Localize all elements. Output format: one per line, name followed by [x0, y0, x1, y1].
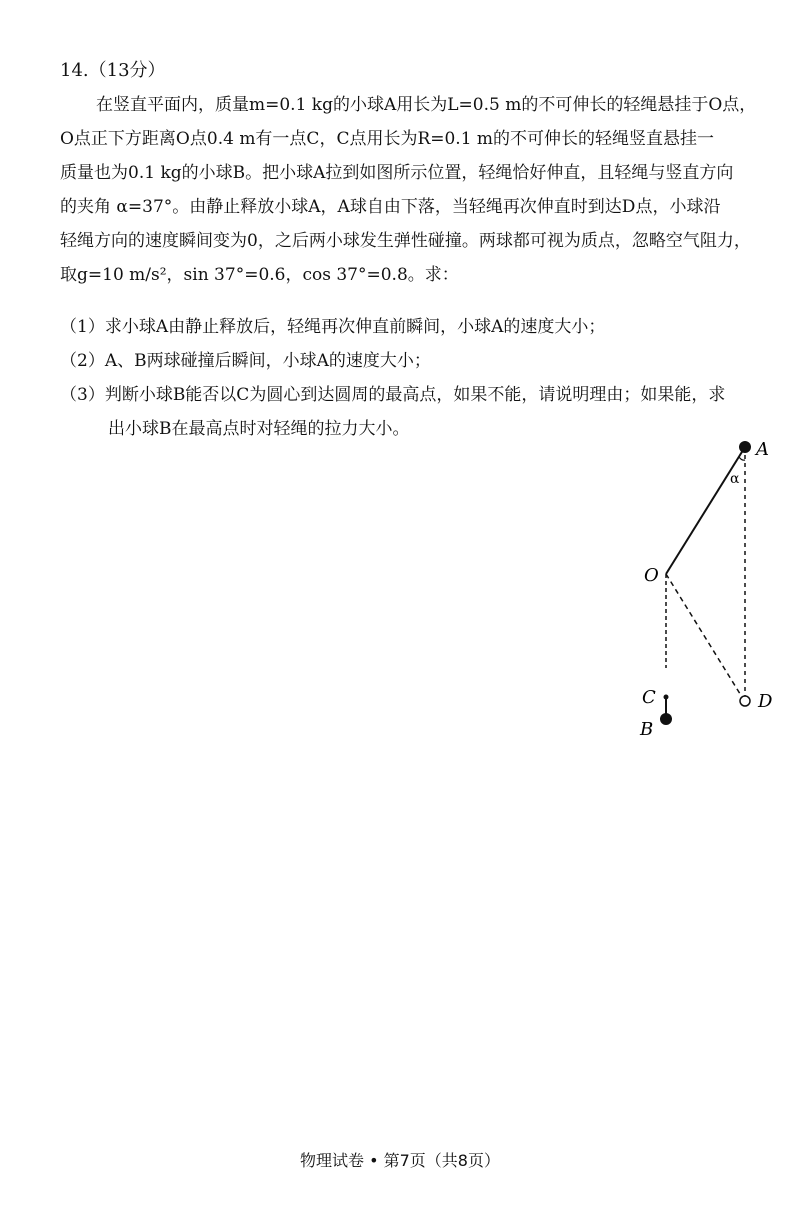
pendulum-figure: [600, 425, 800, 755]
statement-line: 质量也为0.1 kg的小球B。把小球A拉到如图所示位置，轻绳恰好伸直，且轻绳与竖直方向: [60, 163, 734, 183]
label-c: C: [642, 687, 656, 708]
ball-b: [660, 713, 672, 725]
label-b: B: [640, 719, 654, 740]
label-d: D: [758, 691, 773, 712]
question-2-text: （2）A、B两球碰撞后瞬间，小球A的速度大小；: [60, 351, 431, 371]
statement-line: 在竖直平面内，质量m=0.1 kg的小球A用长为L=0.5 m的不可伸长的轻绳悬挂于O点，: [96, 95, 757, 115]
point-c: [664, 695, 669, 700]
question-1-text: （1）求小球A由静止释放后，轻绳再次伸直前瞬间，小球A的速度大小；: [60, 317, 606, 337]
problem-header: 14.（13分）: [60, 60, 166, 81]
point-d: [740, 696, 750, 706]
question-1: [60, 310, 788, 344]
label-alpha: α: [730, 471, 740, 487]
problem-statement: [60, 88, 788, 292]
label-a: A: [756, 439, 769, 460]
angle-arc: [739, 457, 745, 460]
label-o: O: [644, 565, 659, 586]
statement-line: 轻绳方向的速度瞬间变为0，之后两小球发生弹性碰撞。两球都可视为质点，忽略空气阻力，: [60, 231, 751, 251]
dashed-od: [666, 574, 742, 697]
rope-oa: [666, 447, 745, 574]
statement-line: O点正下方距离O点0.4 m有一点C，C点用长为R=0.1 m的不可伸长的轻绳竖直悬挂一: [60, 129, 715, 149]
page-footer: 物理试卷 • 第7页（共8页）: [300, 1151, 500, 1170]
question-2: [60, 344, 788, 378]
question-3-continuation: 出小球B在最高点时对轻绳的拉力大小。: [108, 419, 410, 439]
statement-line: 取g=10 m/s²，sin 37°=0.6，cos 37°=0.8。求：: [60, 265, 459, 285]
ball-a: [739, 441, 751, 453]
statement-line: 的夹角 α=37°。由静止释放小球A，A球自由下落，当轻绳再次伸直时到达D点，小球沿: [60, 197, 721, 217]
pendulum-diagram: [600, 425, 800, 755]
question-3-text: （3）判断小球B能否以C为圆心到达圆周的最高点，如果不能，请说明理由；如果能，求: [60, 385, 726, 405]
